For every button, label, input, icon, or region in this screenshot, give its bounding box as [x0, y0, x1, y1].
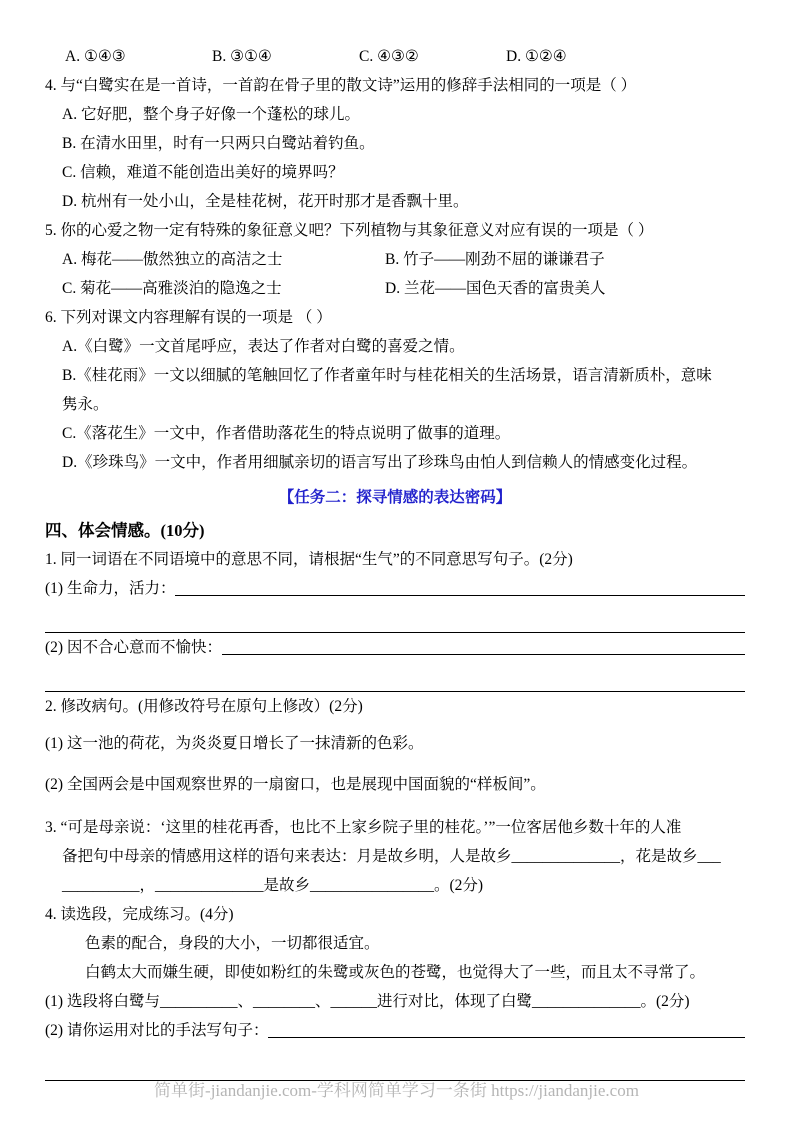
text-line: C. 信赖，难道不能创造出美好的境界吗？: [62, 164, 344, 181]
option-item: D. 兰花——国色天香的富贵美人: [385, 280, 606, 297]
answer-line: [45, 603, 745, 633]
text-line: __________，______________是故乡________________。(2分): [62, 877, 484, 894]
text-line: 4. 与“白鹭实在是一首诗，一首韵在骨子里的散文诗”运用的修辞手法相同的一项是（ ）: [45, 77, 637, 94]
option-row: [45, 42, 745, 71]
text-line: 6. 下列对课文内容理解有误的一项是 （ ）: [45, 309, 332, 326]
text-line: 1. 同一词语在不同语境中的意思不同，请根据“生气”的不同意思写句子。(2分): [45, 551, 573, 568]
option-item: C. 菊花——高雅淡泊的隐逸之士: [62, 280, 282, 297]
text-line: 隽永。: [62, 396, 109, 413]
section-heading: 四、体会情感。(10分): [45, 521, 205, 540]
text-line: 4. 读选段，完成练习。(4分): [45, 906, 234, 923]
option-row: [45, 274, 745, 303]
fill-line: [45, 574, 745, 603]
fill-line: [45, 1016, 745, 1045]
fill-label: (2) 因不合心意而不愉快：: [45, 639, 222, 656]
answer-underline: [175, 574, 745, 596]
text-line: 白鹤太大而嫌生硬，即使如粉红的朱鹭或灰色的苍鹭，也觉得大了一些，而且太不寻常了。: [85, 964, 706, 981]
option-item: B. 竹子——刚劲不屈的谦谦君子: [385, 251, 605, 268]
text-line: 备把句中母亲的情感用这样的语句来表达：月是故乡明，人是故乡______________，花是故乡___: [62, 848, 721, 865]
text-line: (2) 全国两会是中国观察世界的一扇窗口，也是展现中国面貌的“样板间”。: [45, 776, 546, 793]
text-line: B. 在清水田里，时有一只两只白鹭站着钓鱼。: [62, 135, 375, 152]
option-row: [45, 245, 745, 274]
option-item: B. ③①④: [212, 48, 272, 65]
fill-label: (2) 请你运用对比的手法写句子：: [45, 1022, 269, 1039]
option-item: A. ①④③: [65, 48, 126, 65]
text-line: C.《落花生》一文中，作者借助落花生的特点说明了做事的道理。: [62, 425, 511, 442]
fill-label: (1) 生命力，活力：: [45, 580, 176, 597]
document-lines: [45, 42, 745, 1081]
text-line: 色素的配合，身段的大小，一切都很适宜。: [85, 935, 380, 952]
text-line: A. 它好肥，整个身子好像一个蓬松的球儿。: [62, 106, 360, 123]
task-heading: 【任务二：探寻情感的表达密码】: [278, 489, 512, 506]
text-line: (1) 这一池的荷花，为炎炎夏日增长了一抹清新的色彩。: [45, 735, 424, 752]
text-line: D.《珍珠鸟》一文中，作者用细腻亲切的语言写出了珍珠鸟由怕人到信赖人的情感变化过程。: [62, 454, 698, 471]
option-item: D. ①②④: [506, 48, 567, 65]
text-line: 2. 修改病句。(用修改符号在原句上修改）(2分): [45, 698, 363, 715]
text-line: (1) 选段将白鹭与__________、________、______进行对比，体现了白鹭______________。(2分): [45, 993, 690, 1010]
fill-line: [45, 633, 745, 662]
option-item: A. 梅花——傲然独立的高洁之士: [62, 251, 283, 268]
footer-watermark: 简单街-jiandanjie.com-学科网简单学习一条街 https://jiandanjie.com: [154, 1081, 639, 1100]
answer-line: [45, 662, 745, 692]
answer-underline: [268, 1016, 745, 1038]
text-line: A.《白鹭》一文首尾呼应，表达了作者对白鹭的喜爱之情。: [62, 338, 465, 355]
answer-underline: [222, 633, 745, 655]
text-line: 3. “可是母亲说：‘这里的桂花再香，也比不上家乡院子里的桂花。’”一位客居他乡数十年的人准: [45, 819, 682, 836]
text-line: 5. 你的心爱之物一定有特殊的象征意义吧？下列植物与其象征意义对应有误的一项是（ ）: [45, 222, 654, 239]
option-item: C. ④③②: [359, 48, 419, 65]
text-line: D. 杭州有一处小山，全是桂花树，花开时那才是香飘十里。: [62, 193, 469, 210]
text-line: B.《桂花雨》一文以细腻的笔触回忆了作者童年时与桂花相关的生活场景，语言清新质朴，意味: [62, 367, 712, 384]
